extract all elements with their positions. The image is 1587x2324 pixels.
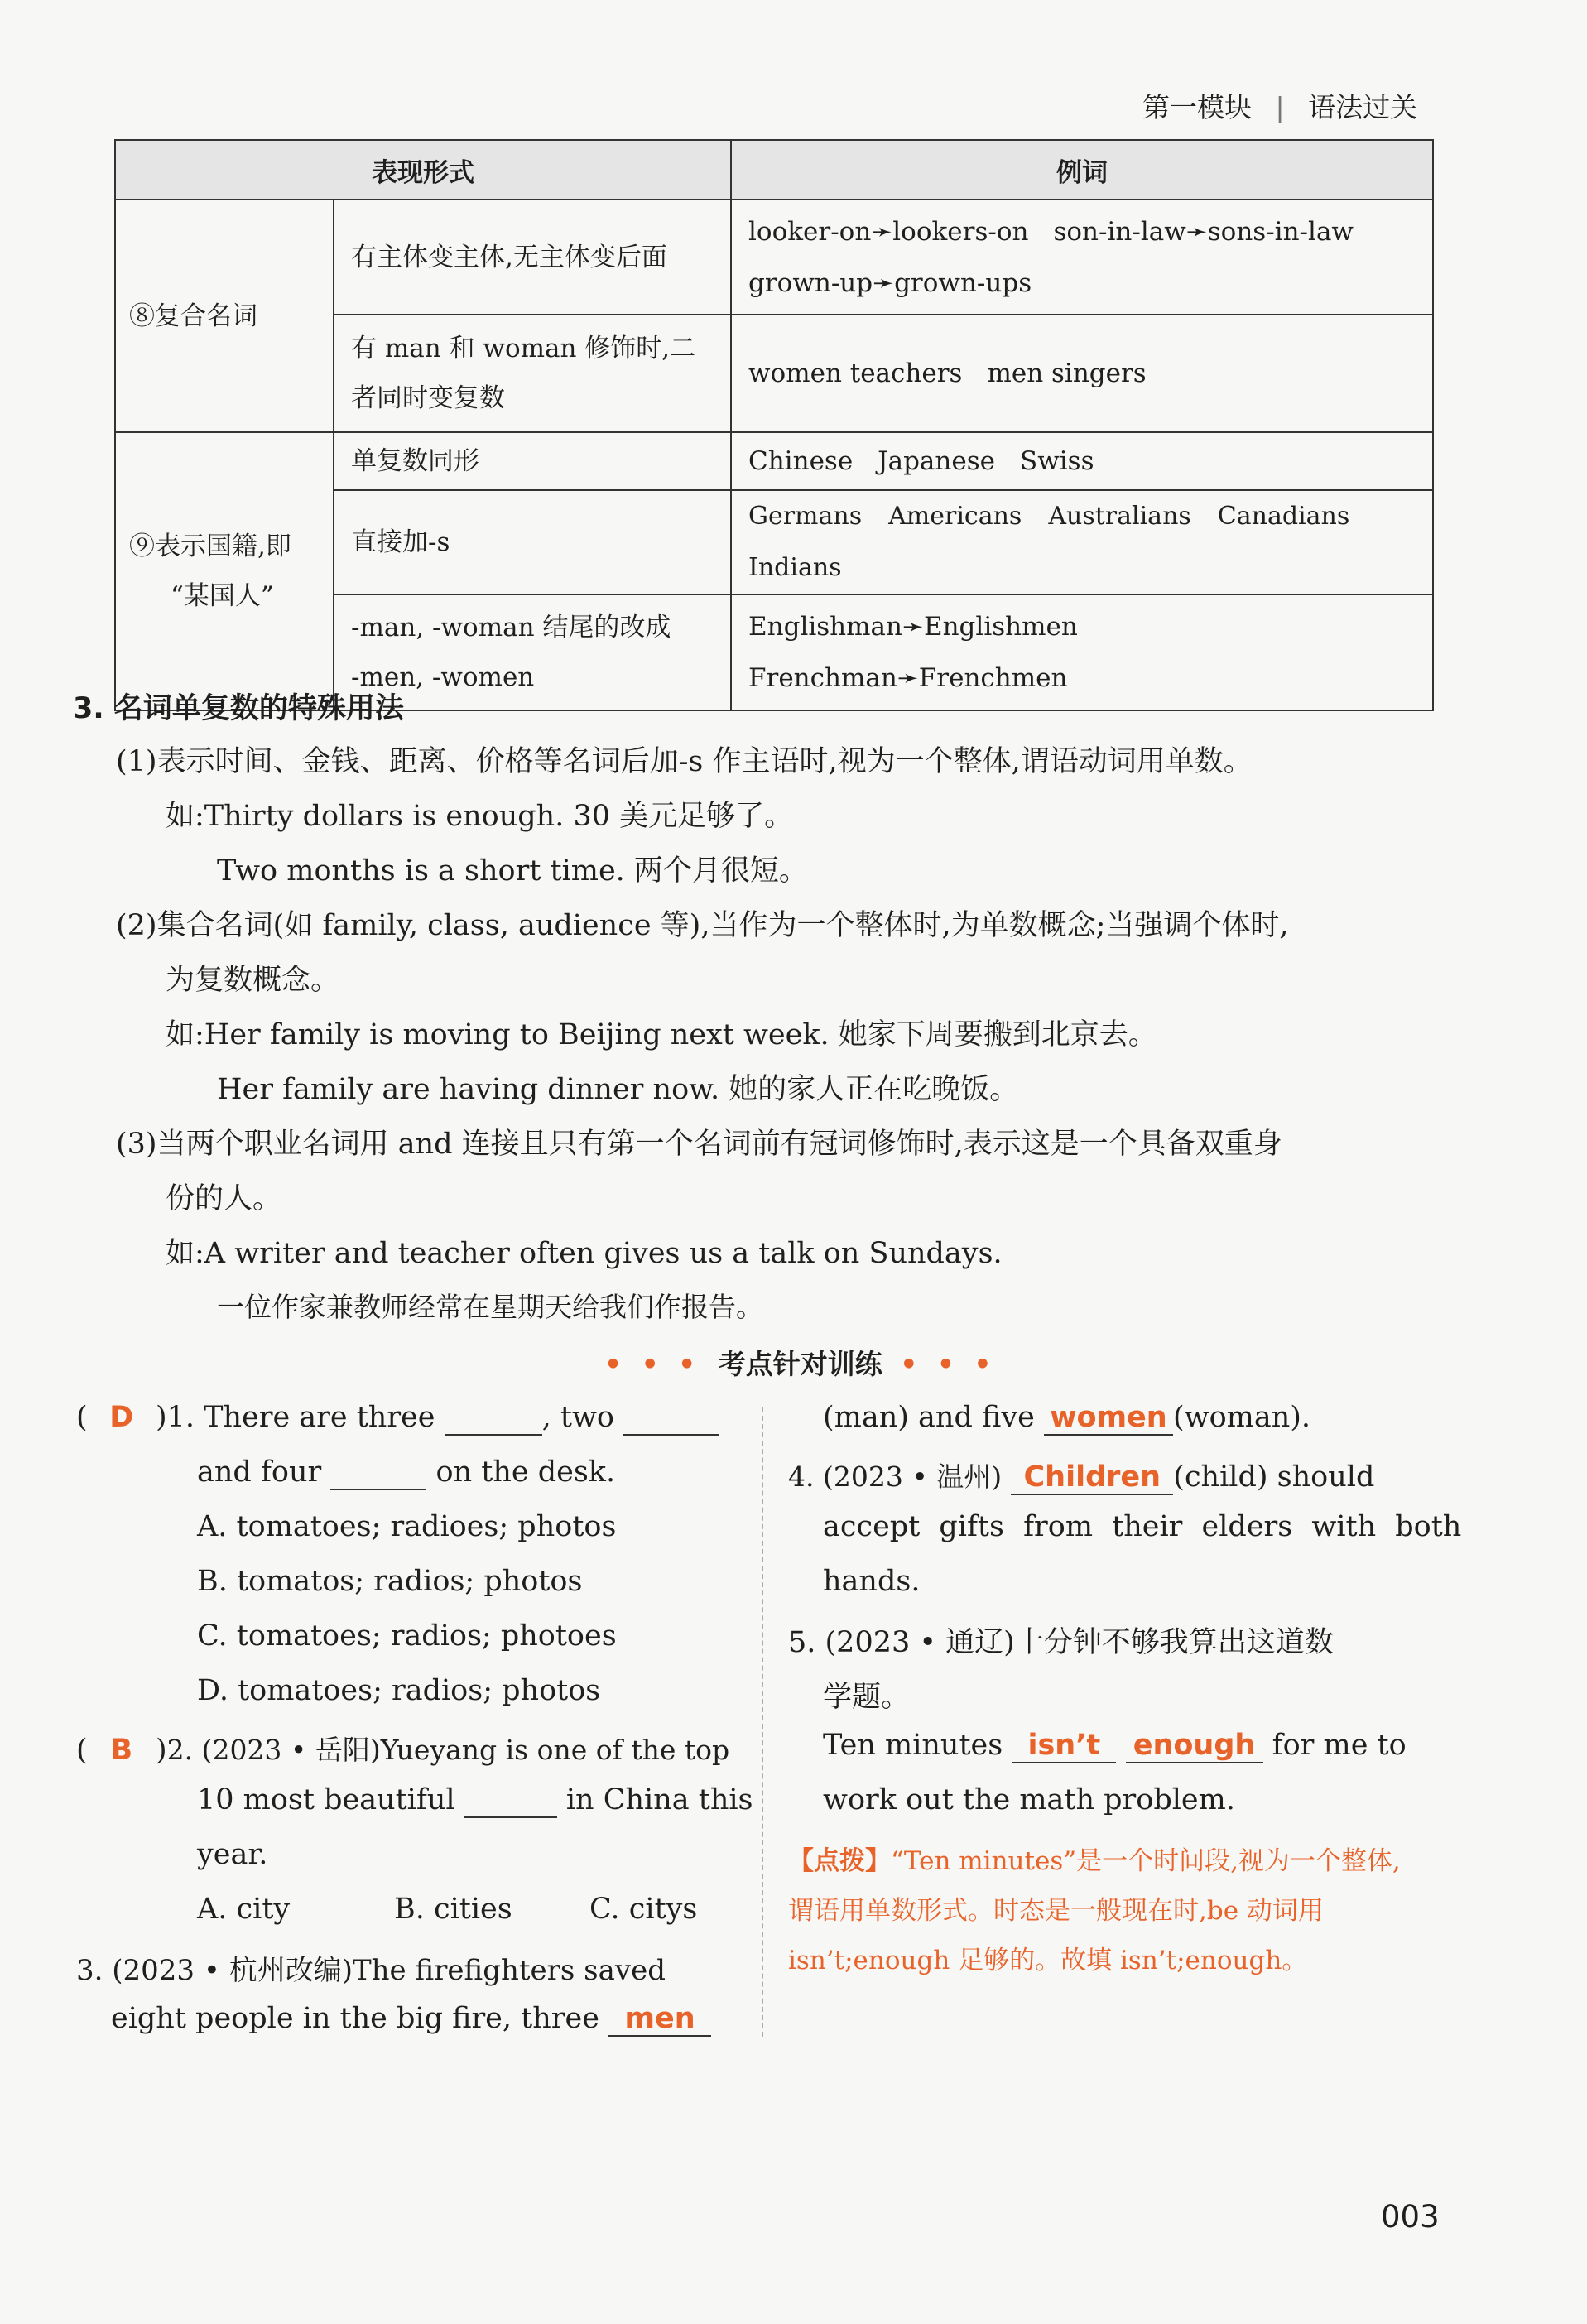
form-line: 有 man 和 woman 修饰时,二: [351, 334, 696, 363]
option-b: B. cities: [394, 1893, 512, 1926]
example-translation: 一位作家兼教师经常在星期天给我们作报告。: [217, 1291, 763, 1323]
form-line: 者同时变复数: [351, 383, 505, 413]
module-label: 第一模块: [1142, 91, 1252, 123]
section-title: 3. 名词单复数的特殊用法: [73, 692, 404, 725]
example-word: Englishman➛Englishmen: [748, 612, 1078, 642]
example-word: men singers: [987, 358, 1147, 388]
question-1-line2: [197, 1456, 615, 1490]
question-text: 4. (2023 • 温州): [788, 1460, 1003, 1493]
question-5-line2: 学题。: [823, 1681, 911, 1714]
example-word: women teachers: [748, 358, 963, 388]
filled-answer[interactable]: enough: [1126, 1729, 1263, 1763]
form-cell: 单复数同形: [334, 432, 731, 490]
form-line: -man, -woman 结尾的改成: [351, 613, 671, 642]
col-header-form: 表现形式: [115, 140, 731, 200]
tip-line3: isn’t;enough 足够的。故填 isn’t;enough。: [788, 1946, 1308, 1975]
question-4: [788, 1456, 1374, 1495]
option-a: A. tomatoes; radioes; photos: [197, 1510, 617, 1543]
example-sentence: Her family are having dinner now. 她的家人正在吃晚饭。: [217, 1073, 1019, 1106]
answer-blank[interactable]: [464, 1783, 557, 1818]
example-word: Indians: [748, 553, 842, 582]
question-4-line3: hands.: [823, 1565, 921, 1598]
question-text: 10 most beautiful: [197, 1783, 455, 1816]
example-word: Canadians: [1217, 502, 1350, 531]
question-5-line4: work out the math problem.: [823, 1783, 1235, 1816]
example-word: Frenchman➛Frenchmen: [748, 663, 1068, 693]
question-text: in China this: [565, 1783, 753, 1816]
question-4-line2: accept gifts from their elders with both: [823, 1510, 1462, 1543]
question-5: 5. (2023 • 通辽)十分钟不够我算出这道数: [788, 1626, 1334, 1659]
example-sentence: 如:Thirty dollars is enough. 30 美元足够了。: [166, 800, 794, 833]
rule-paragraph: (2)集合名词(如 family, class, audience 等),当作为一个整体时,为单数概念;当强调个体时,: [116, 909, 1289, 942]
table-row: [115, 432, 1433, 490]
question-2: [76, 1729, 729, 1768]
rule-paragraph-cont: 份的人。: [166, 1182, 282, 1215]
answer-blank[interactable]: [623, 1401, 719, 1436]
header-separator: |: [1275, 91, 1285, 123]
tip-text: “Ten minutes”是一个时间段,视为一个整体,: [891, 1846, 1401, 1876]
option-a: A. city: [197, 1893, 291, 1926]
option-c: C. citys: [589, 1893, 698, 1926]
option-c: C. tomatoes; radios; photoes: [197, 1619, 617, 1653]
question-text: 2. (2023 • 岳阳)Yueyang is one of the top: [166, 1734, 730, 1766]
training-banner: [604, 1343, 997, 1382]
option-b: B. tomatos; radios; photos: [197, 1565, 583, 1598]
question-3-line3: [823, 1401, 1310, 1436]
example-cell: [731, 594, 1433, 710]
form-cell: 直接加-s: [334, 490, 731, 594]
question-text: 1. There are three: [166, 1401, 435, 1434]
table-header-row: [115, 140, 1433, 200]
running-header: [1142, 86, 1417, 125]
form-cell: 有主体变主体,无主体变后面: [334, 200, 731, 315]
question-text: Ten minutes: [823, 1729, 1003, 1762]
paren: (: [76, 1734, 88, 1767]
question-text: (man) and five: [823, 1401, 1035, 1434]
tip-label: 【点拨】: [788, 1846, 891, 1876]
banner-dots-right: • • •: [900, 1348, 997, 1380]
tip-line2: 谓语用单数形式。时态是一般现在时,be 动词用: [788, 1896, 1324, 1926]
question-2-line3: year.: [197, 1838, 268, 1871]
question-text: on the desk.: [435, 1456, 616, 1489]
category-line: ⑨表示国籍,即: [129, 532, 291, 561]
example-sentence: 如:Her family is moving to Beijing next week. 她家下周要搬到北京去。: [166, 1018, 1157, 1051]
answer-blank[interactable]: [330, 1456, 426, 1490]
answer-choice[interactable]: B: [110, 1734, 133, 1767]
rule-paragraph: (3)当两个职业名词用 and 连接且只有第一个名词前有冠词修饰时,表示这是一个具备双重身: [116, 1128, 1282, 1161]
banner-dots-left: • • •: [604, 1348, 701, 1380]
question-2-line2: [197, 1783, 753, 1818]
example-word: Japanese: [878, 446, 995, 476]
question-text: , two: [541, 1401, 614, 1434]
paren: ): [155, 1401, 167, 1434]
question-3-line2: [111, 2002, 711, 2037]
section-label: 语法过关: [1308, 91, 1418, 123]
rule-paragraph-cont: 为复数概念。: [166, 964, 340, 997]
filled-answer[interactable]: isn’t: [1012, 1729, 1116, 1763]
form-line: -men, -women: [351, 662, 535, 692]
filled-answer[interactable]: men: [608, 2002, 711, 2037]
question-text: (child) should: [1173, 1460, 1375, 1494]
question-3: 3. (2023 • 杭州改编)The firefighters saved: [76, 1954, 666, 1987]
form-cell: [334, 315, 731, 432]
answer-blank[interactable]: [445, 1401, 542, 1436]
question-text: (woman).: [1172, 1401, 1311, 1434]
example-cell: [731, 432, 1433, 490]
example-word: Chinese: [748, 446, 854, 476]
question-text: for me to: [1272, 1729, 1407, 1762]
example-word: Germans: [748, 502, 863, 531]
option-d: D. tomatoes; radios; photos: [197, 1674, 601, 1707]
example-word: looker-on➛lookers-on: [748, 216, 1029, 247]
question-1: [76, 1401, 719, 1436]
example-cell: [731, 200, 1433, 315]
example-sentence: Two months is a short time. 两个月很短。: [217, 854, 808, 888]
page-number: 003: [1381, 2199, 1440, 2235]
question-5-line3: [823, 1729, 1407, 1763]
category-nationality: [115, 432, 334, 710]
banner-title: 考点针对训练: [718, 1348, 882, 1380]
answer-choice[interactable]: D: [109, 1401, 134, 1434]
category-line: “某国人”: [171, 581, 274, 611]
example-word: Swiss: [1019, 446, 1094, 476]
example-sentence: 如:A writer and teacher often gives us a talk on Sundays.: [166, 1237, 1003, 1270]
rule-paragraph: (1)表示时间、金钱、距离、价格等名词后加-s 作主语时,视为一个整体,谓语动词用单数。: [116, 745, 1253, 778]
example-cell: [731, 315, 1433, 432]
example-cell: [731, 490, 1433, 594]
question-text: eight people in the big fire, three: [111, 2002, 599, 2035]
question-text: and four: [197, 1456, 322, 1489]
paren: ): [155, 1734, 167, 1767]
noun-plural-table: [114, 139, 1434, 711]
paren: (: [76, 1401, 88, 1434]
table-row: [115, 200, 1433, 315]
example-word: Australians: [1048, 502, 1191, 531]
example-word: son-in-law➛sons-in-law: [1053, 216, 1354, 247]
col-header-example: 例词: [731, 140, 1433, 200]
column-divider: [762, 1407, 763, 2037]
category-compound: ⑧复合名词: [115, 200, 334, 432]
filled-answer[interactable]: women: [1044, 1401, 1173, 1436]
example-word: Americans: [888, 502, 1022, 531]
filled-answer[interactable]: Children: [1011, 1460, 1173, 1495]
tip-line1: [788, 1840, 1401, 1877]
example-word: grown-up➛grown-ups: [748, 267, 1032, 298]
